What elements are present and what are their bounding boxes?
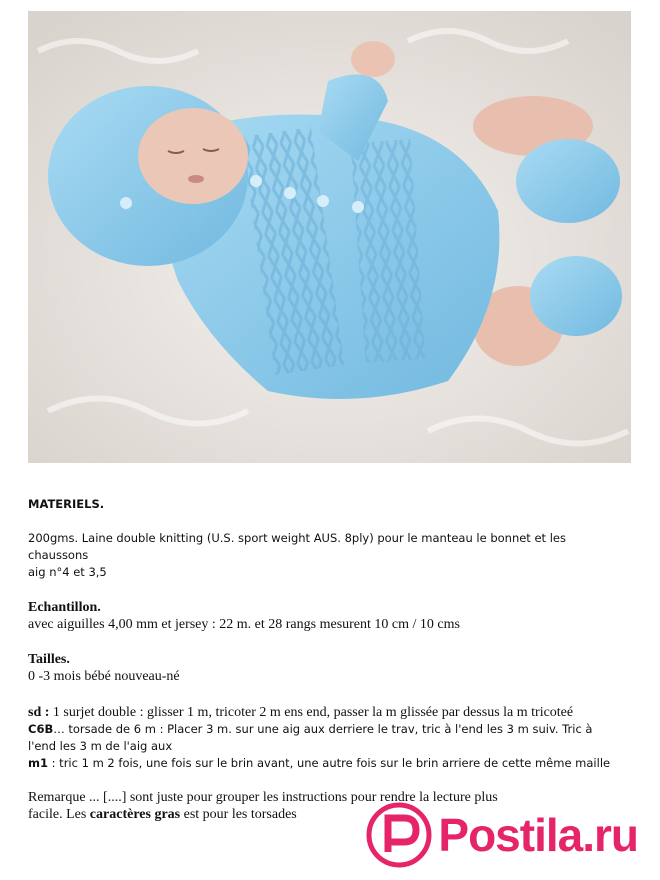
tailles-line: 0 -3 mois bébé nouveau-né [28, 669, 180, 684]
abbr-sd-term: sd : [28, 705, 50, 720]
postila-watermark [366, 800, 638, 870]
remarque-text: est pour les torsades [180, 807, 297, 822]
abbr-c6b-term: C6B [28, 722, 54, 736]
abbr-sd-text: 1 surjet double : glisser 1 m, tricoter 2 m ens end, passer la m glissée par dessus la m tricoteé [49, 705, 574, 720]
watermark-text: Postila.ru [438, 809, 638, 861]
materiels-section [28, 496, 628, 581]
tailles-section [28, 651, 628, 685]
remarque-line: Remarque ... [....] sont juste pour grouper les instructions pour rendre la lecture plus [28, 790, 498, 805]
abbr-c6b-text2: l'end les 3 m de l'aig aux [28, 739, 173, 753]
abbr-m1-term: m1 [28, 756, 48, 770]
postila-logo-icon [366, 802, 432, 868]
echantillon-heading: Echantillon. [28, 600, 101, 615]
abbreviations-section [28, 702, 628, 772]
abbr-sd [28, 702, 628, 721]
materiels-line: 200gms. Laine double knitting (U.S. sport weight AUS. 8ply) pour le manteau le bonnet et les [28, 531, 566, 545]
abbr-m1 [28, 755, 628, 772]
abbr-c6b [28, 721, 628, 738]
remarque-bold: caractères gras [89, 807, 181, 822]
abbr-m1-text: : tric 1 m 2 fois, une fois sur le brin avant, une autre fois sur le brin arriere de cette même maille [48, 756, 611, 770]
abbr-c6b-text: … torsade de 6 m : Placer 3 m. sur une aig aux derriere le trav, tric à l'end les 3 m suiv. Tric à [53, 722, 593, 736]
baby-photo [28, 11, 631, 463]
materiels-line: aig n°4 et 3,5 [28, 565, 107, 579]
echantillon-line: avec aiguilles 4,00 mm et jersey : 22 m. et 28 rangs mesurent 10 cm / 10 cms [28, 617, 460, 632]
echantillon-section [28, 599, 628, 633]
remarque-text: facile. Les [28, 807, 90, 822]
materiels-heading: MATERIELS. [28, 497, 105, 511]
materiels-line: chaussons [28, 548, 89, 562]
tailles-heading: Tailles. [28, 652, 70, 667]
